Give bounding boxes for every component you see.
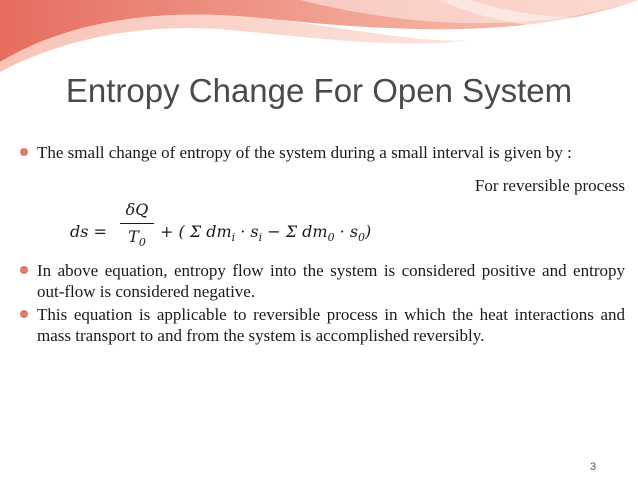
equation-denominator: [128, 227, 146, 250]
bullet-item-2: [20, 260, 625, 302]
equation-lhs: ds =: [70, 222, 107, 241]
rhs-part: ): [365, 222, 372, 241]
bullet-marker-icon: [20, 266, 28, 274]
header-banner-decoration: [0, 0, 638, 80]
denominator-base: T: [128, 227, 139, 246]
reversible-process-note: For reversible process: [474, 176, 625, 195]
equation-rhs: [160, 221, 371, 248]
rhs-part: − Σ dm: [262, 222, 328, 241]
bullet-marker-icon: [20, 148, 28, 156]
page-number: 3: [590, 461, 597, 473]
rhs-part: · s: [334, 222, 359, 241]
rhs-subscript: 0: [327, 231, 335, 245]
slide-body: [20, 142, 625, 346]
rhs-part: + ( Σ dm: [160, 222, 232, 241]
equation-fraction: [120, 199, 154, 253]
entropy-equation: [20, 196, 625, 258]
bullet-item-1: [20, 142, 625, 163]
bullet-item-3: [20, 304, 625, 346]
rhs-subscript: i: [231, 231, 236, 245]
equation-numerator: δQ: [125, 200, 149, 219]
rhs-subscript: i: [258, 231, 263, 245]
fraction-bar: [120, 223, 154, 224]
rhs-part: · s: [235, 222, 259, 241]
bullet-text-1: The small change of entropy of the system during a small interval is given by :: [37, 143, 572, 162]
slide-title: Entropy Change For Open System: [65, 72, 573, 109]
rhs-subscript: 0: [358, 231, 366, 245]
bullet-text-3: This equation is applicable to reversible process in which the heat interactions and mass transport to and from the system is accomplished reversibly.: [37, 305, 625, 345]
bullet-text-2: In above equation, entropy flow into the system is considered positive and entropy out-flow is considered negative.: [37, 261, 625, 301]
denominator-subscript: 0: [138, 236, 146, 250]
bullet-marker-icon: [20, 310, 28, 318]
